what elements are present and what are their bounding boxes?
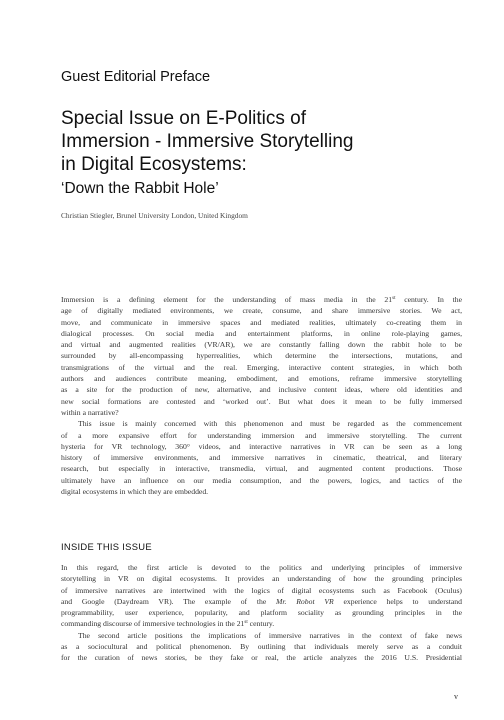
text-line: commanding discourse of immersive technologies in the 21st century. [61, 619, 275, 629]
text-line: history of immersive environments, and immersive narratives in cinematic, theatrical, and literary [61, 453, 462, 463]
text-line: research, but especially in interactive, transmedia, virtual, and augmented content productions. Those [61, 464, 462, 474]
inside-issue-text [61, 562, 462, 664]
title-line: in Digital Ecosystems: [61, 154, 247, 175]
text-line: age of digitally mediated environments, we create, consume, and share immersive stories. We act, [61, 306, 462, 316]
text-line: of immersive narratives are intertwined with the logics of digital ecosystems such as Facebook (Oculus) [61, 585, 462, 595]
text-line: and virtual and augmented realities (VR/AR), we are constantly falling down the rabbit hole to be [61, 340, 462, 350]
text-line: The second article positions the implications of immersive narratives in the context of fake news [78, 630, 462, 640]
text-line: surrounded by all-encompassing hyperrealities, which determine the intersections, mutations, and [61, 351, 462, 361]
text-line: In this regard, the first article is devoted to the politics and underlying principles of immersive [61, 563, 462, 572]
page-number: v [454, 692, 458, 701]
text-line: authors and audiences contribute meaning, embodiment, and emotions, reframe immersive storytelling [61, 374, 462, 384]
text-line: Immersion is a defining element for the understanding of mass media in the 21st century. In the [61, 295, 462, 304]
text-line: of a more expansive effort for understanding immersion and immersive storytelling. The current [61, 430, 462, 440]
text-line: for the curation of news stories, be they fake or real, the article analyzes the 2016 U.S. Presidential [61, 653, 462, 663]
text-line: digital ecosystems in which they are embedded. [61, 487, 209, 497]
text-line: This issue is mainly concerned with this phenomenon and must be regarded as the commencement [78, 419, 462, 429]
text-line: within a narrative? [61, 407, 119, 417]
title-line: Special Issue on E-Politics of [61, 108, 307, 129]
text-line: dialogical processes. On social media and entertainment platforms, in online role-playing games, [61, 328, 462, 338]
article-title [61, 107, 461, 176]
text-line: and Google (Daydream VR). The example of the Mr. Robot VR experience helps to understand [61, 596, 462, 606]
text-line: as a sociocultural and political phenomenon. By outlining that individuals merely serve as a conduit [61, 642, 462, 652]
intro-text [61, 294, 462, 497]
text-line: transmigrations of the virtual and the real. Emerging, interactive content strategies, in which both [61, 362, 462, 372]
title-line: Immersion - Immersive Storytelling [61, 131, 354, 152]
text-line: new social formations are contested and ‘worked out’. But what does it mean to be fully immersed [61, 396, 462, 406]
section-label: Guest Editorial Preface [61, 69, 211, 85]
text-line: programmability, user experience, popularity, and platform sociality as grounding principles in the [61, 608, 462, 618]
section-heading: INSIDE THIS ISSUE [61, 541, 152, 552]
article-subtitle: ‘Down the Rabbit Hole’ [61, 180, 219, 197]
text-line: storytelling in VR on digital ecosystems. It provides an understanding of how the grounding principles [61, 574, 462, 584]
text-line: move, and communicate in immersive spaces and mediated realities, ultimately co-creating them in [61, 317, 462, 327]
text-line: ultimately have an influence on our media consumption, and the powers, logics, and tactics of the [61, 475, 462, 485]
author-affiliation: Christian Stiegler, Brunel University London, United Kingdom [61, 211, 248, 220]
text-line: as a site for the production of new, alternative, and inclusive content ideas, where old identities and [61, 385, 462, 395]
text-line: hysteria for VR technology, 360° videos, and interactive narratives in VR can be seen as a long [61, 441, 462, 451]
